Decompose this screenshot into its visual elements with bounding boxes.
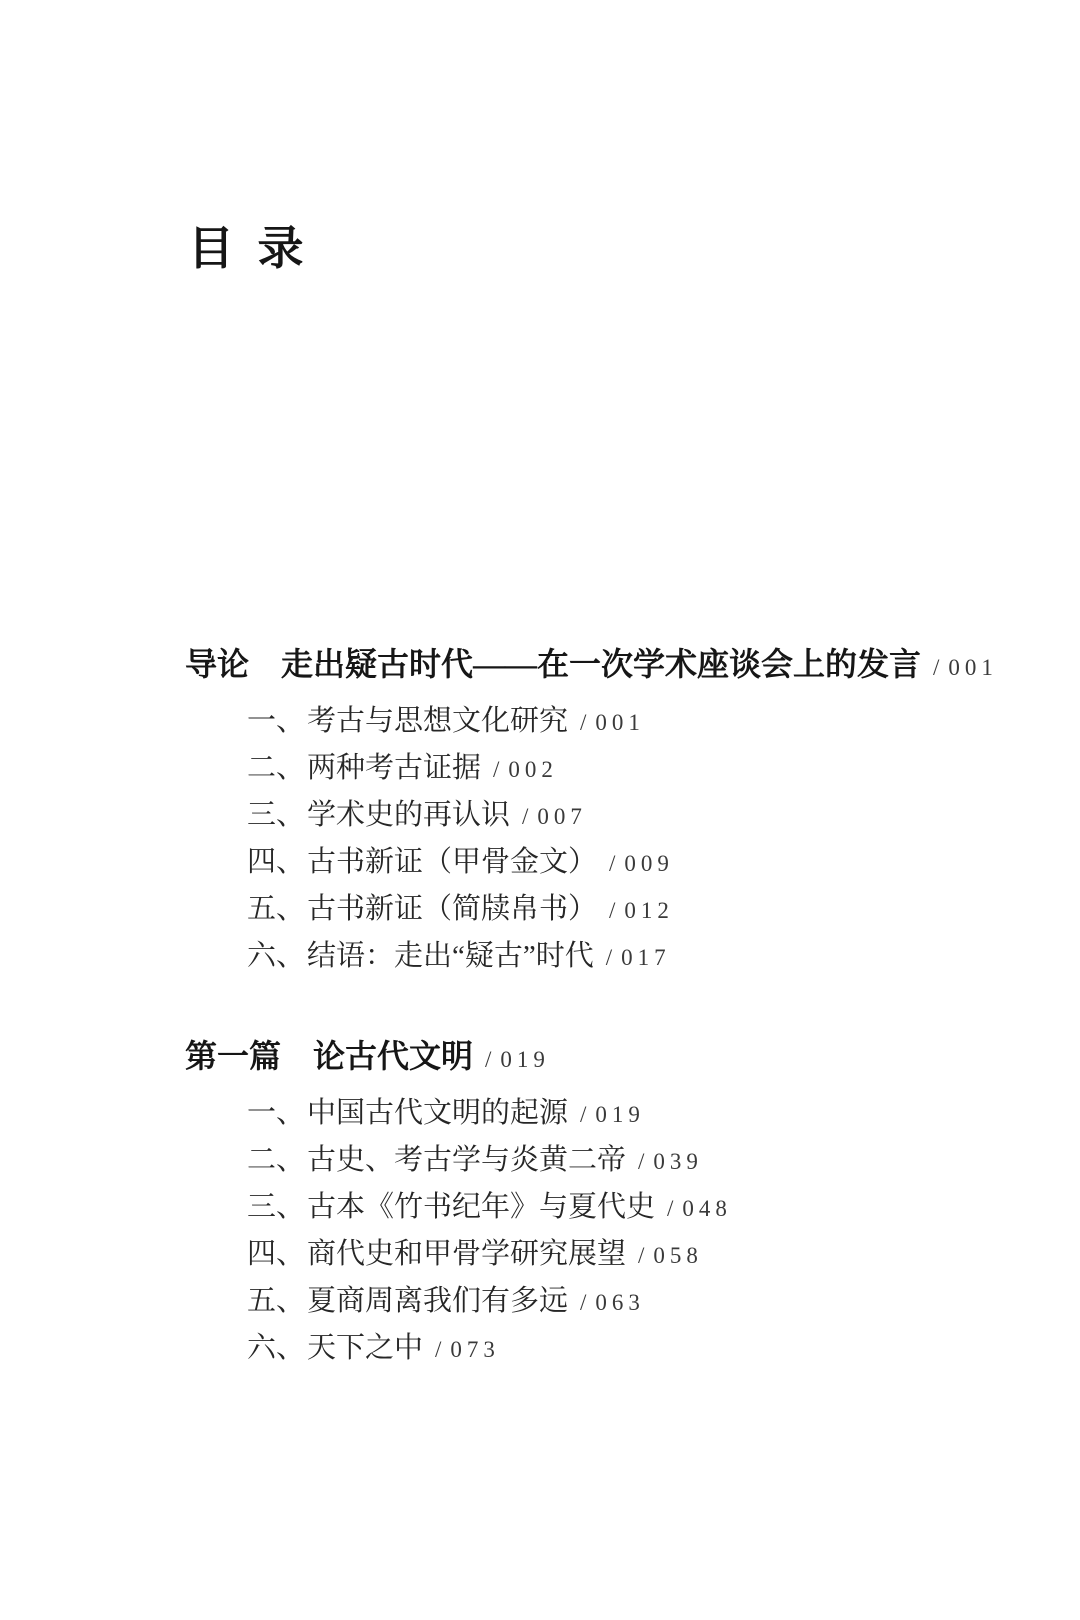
entry-number: 四、 [247, 1238, 306, 1270]
entry-number: 六、 [247, 940, 306, 972]
page-ref [921, 655, 998, 680]
page-ref [626, 1149, 703, 1174]
page-ref [568, 1290, 645, 1315]
page-ref [481, 757, 558, 782]
page-number: 007 [537, 804, 587, 829]
slash-separator: / [522, 804, 529, 829]
section-heading [185, 1034, 995, 1082]
page-number: 019 [595, 1102, 645, 1127]
toc-entry [247, 886, 995, 933]
entry-number: 二、 [247, 1144, 306, 1176]
section-entries [247, 1090, 995, 1372]
page-number: 073 [450, 1337, 500, 1362]
entry-number: 四、 [247, 846, 306, 878]
entry-title: 天下之中 [307, 1332, 424, 1364]
page-number: 012 [624, 898, 674, 923]
slash-separator: / [609, 898, 616, 923]
page-number: 039 [653, 1149, 703, 1174]
slash-separator: / [609, 851, 616, 876]
page-ref [594, 945, 671, 970]
page-ref [597, 851, 674, 876]
entry-title: 古书新证（甲骨金文） [307, 846, 598, 878]
page-number: 009 [624, 851, 674, 876]
toc-section-introduction [185, 642, 998, 980]
page-ref [423, 1337, 500, 1362]
page-number: 019 [500, 1047, 550, 1072]
page-number: 063 [595, 1290, 645, 1315]
page-ref [568, 710, 645, 735]
slash-separator: / [638, 1149, 645, 1174]
entry-title: 考古与思想文化研究 [307, 705, 569, 737]
toc-entry [247, 1325, 995, 1372]
entry-title: 中国古代文明的起源 [307, 1097, 569, 1129]
page-ref [597, 898, 674, 923]
section-entries [247, 698, 995, 980]
toc-entry [247, 1231, 995, 1278]
page-title: 目 录 [188, 223, 304, 274]
entry-title: 结语：走出“疑古”时代 [307, 940, 594, 972]
page-number: 001 [595, 710, 645, 735]
slash-separator: / [580, 1290, 587, 1315]
entry-number: 三、 [247, 799, 306, 831]
page-number: 017 [621, 945, 671, 970]
page-number: 001 [948, 655, 998, 680]
page-number: 002 [508, 757, 558, 782]
slash-separator: / [485, 1047, 492, 1072]
entry-title: 商代史和甲骨学研究展望 [307, 1238, 627, 1270]
entry-title: 两种考古证据 [307, 752, 482, 784]
toc-entry [247, 698, 995, 745]
toc-entry [247, 1137, 995, 1184]
entry-title: 古本《竹书纪年》与夏代史 [307, 1191, 656, 1223]
page-number: 058 [653, 1243, 703, 1268]
toc-entry [247, 1278, 995, 1325]
entry-number: 五、 [247, 1285, 306, 1317]
toc-entry [247, 792, 995, 839]
entry-number: 一、 [247, 1097, 306, 1129]
entry-number: 一、 [247, 705, 306, 737]
page-ref [568, 1102, 645, 1127]
page-ref [626, 1243, 703, 1268]
slash-separator: / [933, 655, 940, 680]
table-of-contents [185, 642, 998, 1372]
page-number: 048 [682, 1196, 732, 1221]
slash-separator: / [435, 1337, 442, 1362]
page-ref [655, 1196, 732, 1221]
toc-section-part-one [185, 1034, 995, 1372]
entry-title: 古书新证（简牍帛书） [307, 893, 598, 925]
page-ref [473, 1047, 550, 1072]
toc-entry [247, 933, 995, 980]
toc-entry [247, 745, 995, 792]
section-heading [185, 642, 998, 690]
toc-entry [247, 1090, 995, 1137]
slash-separator: / [667, 1196, 674, 1221]
section-label: 第一篇 [185, 1038, 282, 1074]
entry-number: 五、 [247, 893, 306, 925]
toc-entry [247, 1184, 995, 1231]
slash-separator: / [638, 1243, 645, 1268]
entry-title: 学术史的再认识 [307, 799, 511, 831]
toc-entry [247, 839, 995, 886]
entry-number: 二、 [247, 752, 306, 784]
slash-separator: / [580, 1102, 587, 1127]
slash-separator: / [493, 757, 500, 782]
entry-number: 六、 [247, 1332, 306, 1364]
section-label: 导论 [185, 646, 250, 682]
entry-number: 三、 [247, 1191, 306, 1223]
slash-separator: / [605, 945, 613, 970]
section-title: 走出疑古时代——在一次学术座谈会上的发言 [281, 646, 922, 682]
page-ref [510, 804, 587, 829]
entry-title: 夏商周离我们有多远 [307, 1285, 569, 1317]
section-title: 论古代文明 [313, 1038, 474, 1074]
entry-title: 古史、考古学与炎黄二帝 [307, 1144, 627, 1176]
slash-separator: / [580, 710, 587, 735]
